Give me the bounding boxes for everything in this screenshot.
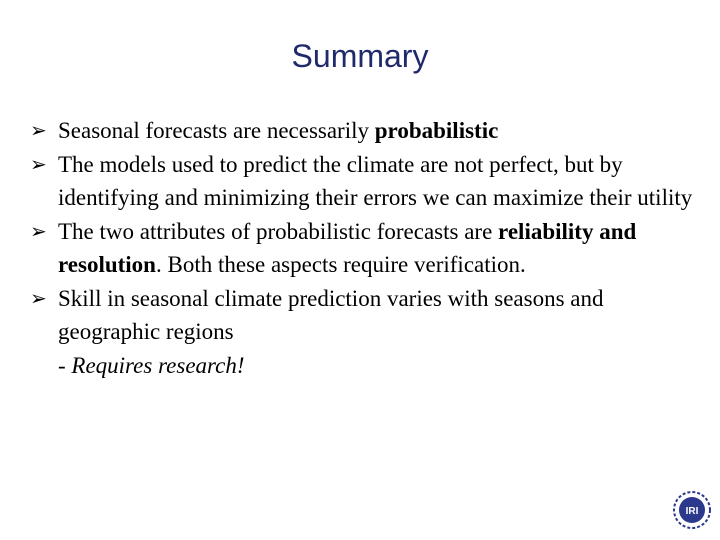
bullet-attributes [30, 215, 700, 282]
arrow-bullet-icon: ➢ [30, 218, 47, 243]
bullet-text-tail: . Both these aspects require verification. [155, 252, 526, 277]
arrow-bullet-icon: ➢ [30, 118, 47, 142]
bullet-models [30, 148, 700, 215]
bullet-bold-term: probabilistic [374, 118, 499, 143]
bullet-bold-term: reliability and resolution [58, 218, 637, 277]
bullet-text: Skill in seasonal climate prediction varies with seasons and geographic regions [58, 285, 604, 344]
bullet-seasonal [30, 114, 700, 148]
bullet-text: The two attributes of probabilistic forecasts are [58, 218, 499, 244]
arrow-bullet-icon: ➢ [30, 151, 47, 176]
arrow-bullet-icon: ➢ [30, 285, 47, 310]
bullet-text: The models used to predict the climate are not perfect, but by identifying and minimizing their errors we can maximize their utility [58, 151, 693, 210]
iri-logo [672, 490, 712, 530]
sub-note: - Requires research! [58, 352, 245, 378]
slide-title: Summary [291, 38, 429, 74]
logo-text: IRI [685, 506, 699, 517]
bullet-text: Seasonal forecasts are necessarily [58, 118, 375, 143]
bullet-skill [30, 282, 700, 349]
bullet-list [30, 114, 700, 382]
